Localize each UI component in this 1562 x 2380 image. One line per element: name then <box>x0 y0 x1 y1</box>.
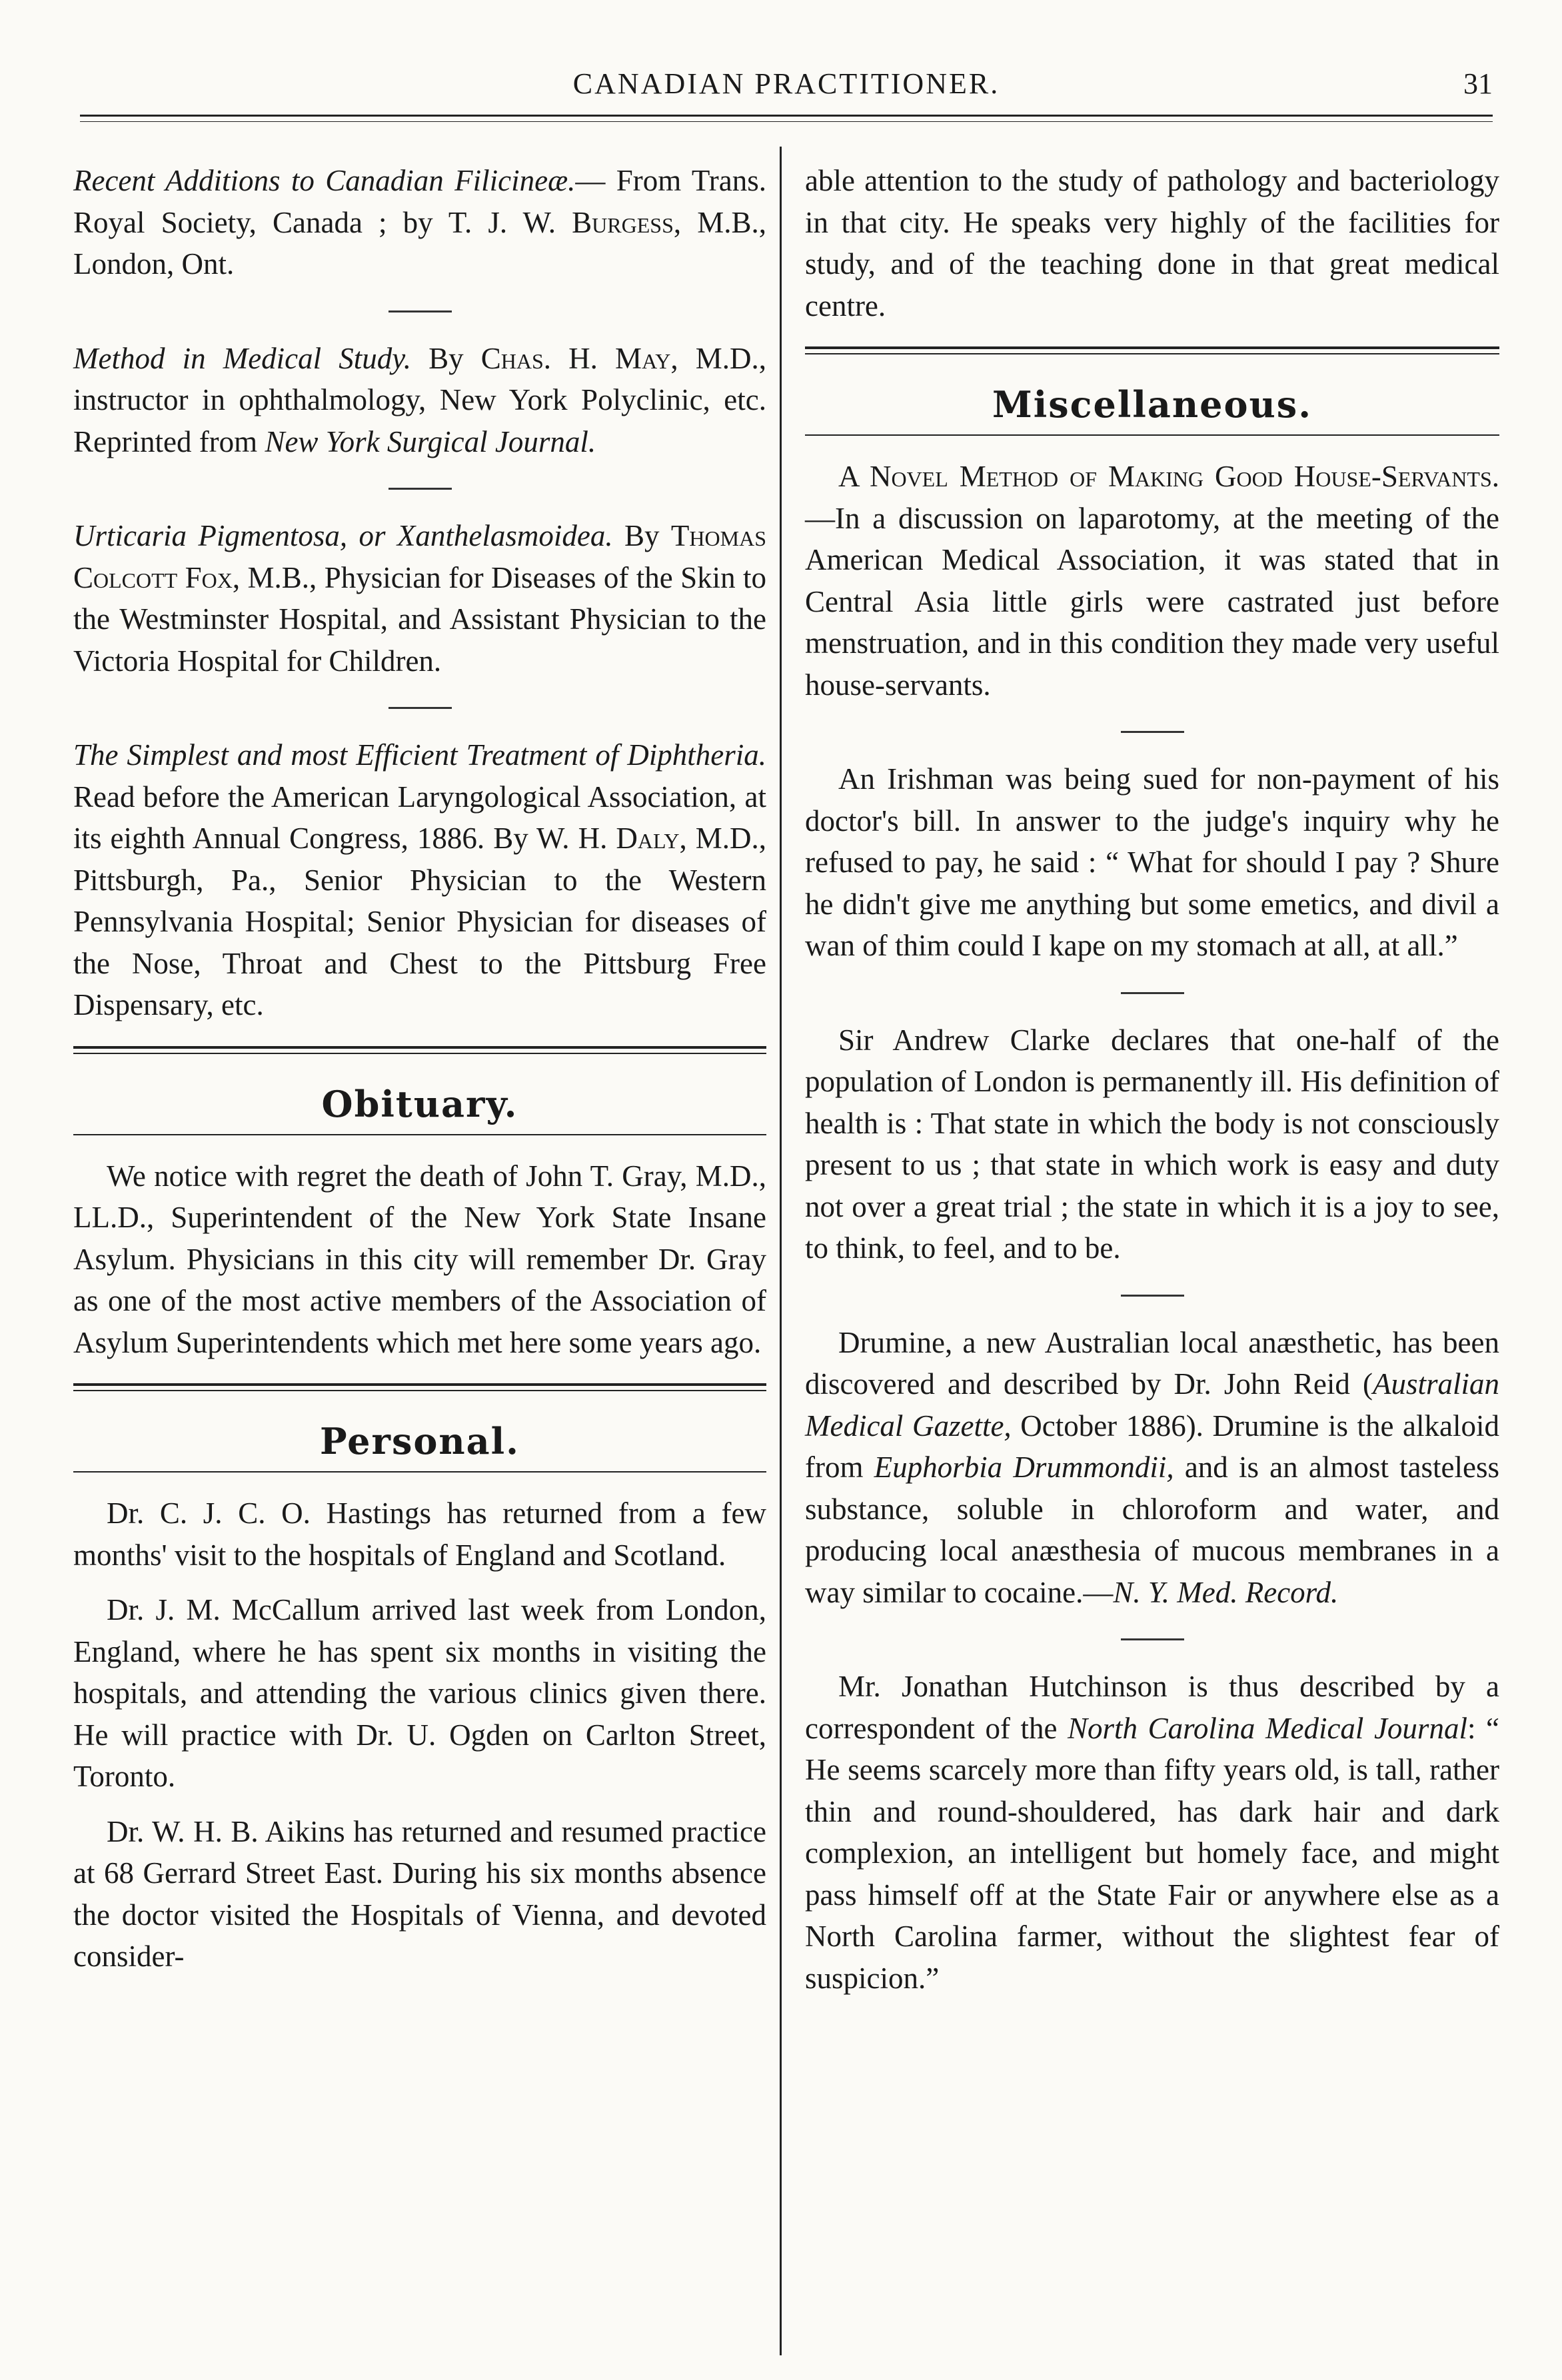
section-divider <box>805 346 1499 354</box>
entry-source: New York Surgical Journal. <box>265 424 596 458</box>
personal-heading: Personal. <box>320 1420 520 1463</box>
heading-rule <box>805 434 1499 436</box>
page-number: 31 <box>1463 67 1493 100</box>
entry-title: The Simplest and most Efficient Treatment of Diphtheria. <box>73 738 766 772</box>
section-divider <box>73 1383 766 1391</box>
personal-paragraph: Dr. W. H. B. Aikins has returned and resumed practice at 68 Gerrard Street East. During his six months absence the doctor visited the Hospitals of Vienna, and devoted consider- <box>73 1814 766 1973</box>
plant-name: Euphorbia Drummondii, <box>874 1451 1174 1484</box>
personal-paragraph: Dr. C. J. C. O. Hastings has returned from a few months' visit to the hospitals of England and Scotland. <box>73 1496 766 1572</box>
misc-item: An Irishman was being sued for non-payment of his doctor's bill. In answer to the judge's inquiry why he refused to pay, he said : “ What for should I pay ? Shure he didn't give me anything but some emetics, and divil a wan of thim could I kape on my stomach at all, at all.” <box>805 762 1499 962</box>
heading-rule <box>73 1471 766 1473</box>
separator <box>1121 731 1184 733</box>
obituary-heading: Obituary. <box>321 1082 518 1125</box>
separator <box>389 707 452 709</box>
book-entry: Method in Medical Study. By Chas. H. May, M.D., instructor in ophthalmology, New York Polyclinic, etc. Reprinted from New York Surgical Journal. <box>73 341 766 458</box>
running-title: CANADIAN PRACTITIONER. <box>572 67 1000 100</box>
entry-title: Method in Medical Study. <box>73 341 412 375</box>
obituary-paragraph: We notice with regret the death of John T. Gray, M.D., LL.D., Superintendent of the New York State Insane Asylum. Physicians in this city will remember Dr. Gray as one of the most active members of the Association of Asylum Superintendents which met here some years ago. <box>73 1159 766 1359</box>
miscellaneous-heading: Miscellaneous. <box>992 383 1313 426</box>
misc-item: Mr. Jonathan Hutchinson is thus described by a correspondent of the North Carolina Medical Journal: “ He seems scarcely more than fifty years old, is tall, rather thin and round-shouldered, has dark hair and dark complexion, an intelligent but homely face, and might pass himself off at the State Fair or anywhere else as a North Carolina farmer, without the slightest fear of suspicion.” <box>805 1670 1499 1995</box>
entry-author: Thomas Colcott Fox <box>73 519 766 594</box>
entry-title: Urticaria Pigmentosa, or Xanthelasmoidea. <box>73 519 613 552</box>
section-divider <box>73 1046 766 1054</box>
separator <box>1121 1638 1184 1640</box>
book-entry: Urticaria Pigmentosa, or Xanthelasmoidea. By Thomas Colcott Fox, M.B., Physician for Diseases of the Skin to the Westminster Hospital, and Assistant Physician to the Victoria Hospital for Children. <box>73 519 767 678</box>
heading-rule <box>73 1134 766 1135</box>
personal-paragraph: Dr. J. M. McCallum arrived last week from London, England, where he has spent six months in visiting the hospitals, and attending the various clinics given there. He will practice with Dr. U. Ogden on Carlton Street, Toronto. <box>73 1593 766 1793</box>
right-column <box>805 160 1499 1999</box>
column-divider <box>780 147 782 2355</box>
entry-author: Chas. H. May <box>480 341 671 375</box>
separator <box>389 310 452 312</box>
separator <box>389 488 452 490</box>
header-rule <box>80 115 1493 117</box>
misc-item: Drumine, a new Australian local anæsthetic, has been discovered and described by Dr. John Reid (Australian Medical Gazette, October 1886). Drumine is the alkaloid from Euphorbia Drummondii, and is an almost tasteless substance, soluble in chloroform and water, and producing local anæsthesia of mucous membranes in a way similar to cocaine.—N. Y. Med. Record. <box>805 1325 1499 1609</box>
misc-item: Sir Andrew Clarke declares that one-half of the population of London is permanently ill. His definition of health is : That state in which the body is not consciously present to us ; that state in which work is easy and duty not over a great trial ; the state in which it is a joy to see, to think, to feel, and to be. <box>805 1023 1499 1265</box>
entry-author: Daly <box>616 822 680 855</box>
misc-item-lead: A Novel Method of Making Good House-Servants. <box>838 460 1499 493</box>
misc-item: A Novel Method of Making Good House-Servants.—In a discussion on laparotomy, at the meeting of the American Medical Association, it was stated that in Central Asia little girls were castrated just before menstruation, and in this condition they made very useful house-servants. <box>805 460 1499 702</box>
separator <box>1121 992 1184 994</box>
header-rule-thin <box>80 121 1493 122</box>
item-source: N. Y. Med. Record. <box>1113 1575 1339 1609</box>
page-header <box>80 67 1493 107</box>
journal-name: Australian Medical Gazette, <box>805 1367 1499 1443</box>
journal-name: North Carolina Medical Journal <box>1068 1711 1467 1745</box>
entry-author: Burgess <box>572 205 674 239</box>
separator <box>1121 1295 1184 1297</box>
book-entry: The Simplest and most Efficient Treatment of Diphtheria. Read before the American Laryngological Association, at its eighth Annual Congress, 1886. By W. H. Daly, M.D., Pittsburgh, Pa., Senior Physician to the Western Pennsylvania Hospital; Senior Physician for diseases of the Nose, Throat and Chest to the Pittsburg Free Dispensary, etc. <box>73 738 766 1021</box>
entry-title: Recent Additions to Canadian Filicineæ. <box>73 164 576 197</box>
continuation-paragraph: able attention to the study of pathology and bacteriology in that city. He speaks very highly of the facilities for study, and of the teaching done in that great medical centre. <box>805 164 1499 322</box>
book-entry: Recent Additions to Canadian Filicineæ.— From Trans. Royal Society, Canada ; by T. J. W. Burgess, M.B., London, Ont. <box>73 164 767 281</box>
left-column <box>73 160 766 1978</box>
